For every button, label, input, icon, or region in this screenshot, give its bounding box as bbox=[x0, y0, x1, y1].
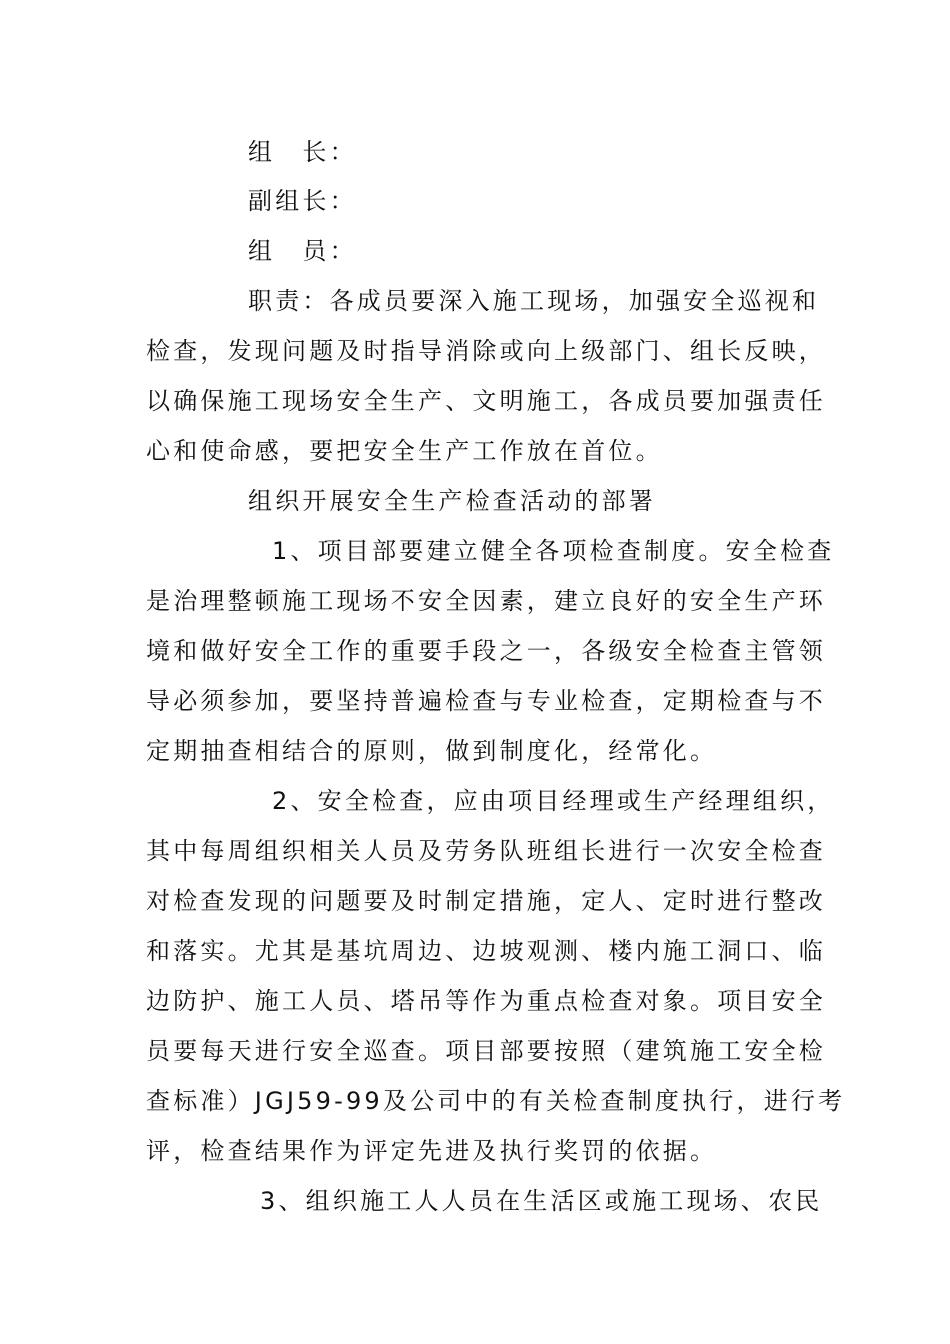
item-1-line-1: 1、项目部要建立健全各项检查制度。安全检查 bbox=[272, 537, 835, 565]
leader-label: 组 长： bbox=[248, 138, 357, 166]
duties-line-3: 以确保施工现场安全生产、文明施工，各成员要加强责任 bbox=[146, 387, 826, 415]
item-2-line-2: 其中每周组织相关人员及劳务队班组长进行一次安全检查 bbox=[146, 837, 826, 865]
item-2-line-8: 评，检查结果作为评定先进及执行奖罚的依据。 bbox=[146, 1137, 718, 1165]
item-1-line-3: 境和做好安全工作的重要手段之一，各级安全检查主管领 bbox=[146, 637, 826, 665]
member-label: 组 员： bbox=[248, 237, 357, 265]
item-2-line-3: 对检查发现的问题要及时制定措施，定人、定时进行整改 bbox=[146, 887, 826, 915]
item-3-line-1: 3、组织施工人人员在生活区或施工现场、农民 bbox=[260, 1187, 823, 1215]
item-2-line-4: 和落实。尤其是基坑周边、边坡观测、楼内施工洞口、临 bbox=[146, 937, 826, 965]
deputy-leader-label: 副组长： bbox=[248, 187, 357, 215]
duties-line-1: 职责：各成员要深入施工现场，加强安全巡视和 bbox=[248, 287, 820, 315]
section-heading: 组织开展安全生产检查活动的部署 bbox=[248, 487, 656, 515]
item-1-line-4: 导必须参加，要坚持普遍检查与专业检查，定期检查与不 bbox=[146, 687, 826, 715]
item-1-line-2: 是治理整顿施工现场不安全因素，建立良好的安全生产环 bbox=[146, 587, 826, 615]
item-2-line-5: 边防护、施工人员、塔吊等作为重点检查对象。项目安全 bbox=[146, 987, 826, 1015]
item-2-line-7: 查标准）JGJ59-99及公司中的有关检查制度执行，进行考 bbox=[146, 1087, 846, 1115]
item-1-line-5: 定期抽查相结合的原则，做到制度化，经常化。 bbox=[146, 737, 718, 765]
duties-line-4: 心和使命感，要把安全生产工作放在首位。 bbox=[146, 437, 663, 465]
item-2-line-6: 员要每天进行安全巡查。项目部要按照（建筑施工安全检 bbox=[146, 1037, 826, 1065]
item-2-line-1: 2、安全检查，应由项目经理或生产经理组织， bbox=[272, 787, 835, 815]
duties-line-2: 检查，发现问题及时指导消除或向上级部门、组长反映， bbox=[146, 337, 826, 365]
